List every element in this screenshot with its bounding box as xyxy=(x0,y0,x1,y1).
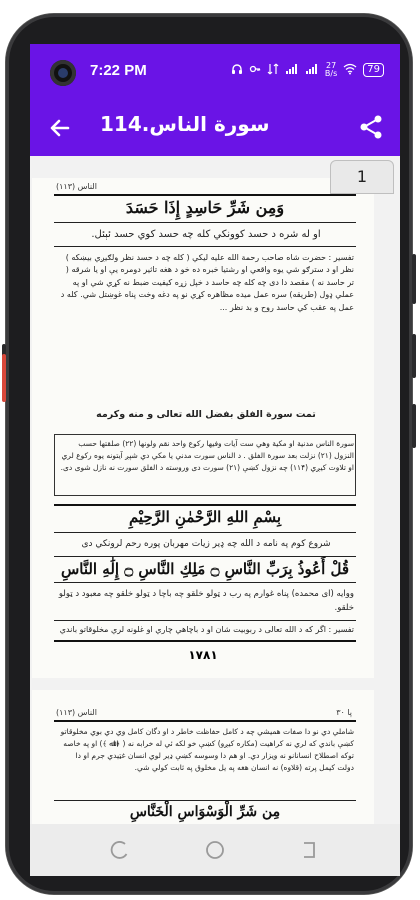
power-button[interactable] xyxy=(2,354,6,402)
front-camera xyxy=(50,60,76,86)
wifi-icon xyxy=(343,63,357,78)
status-time: 7:22 PM xyxy=(90,62,147,79)
share-button[interactable] xyxy=(358,114,384,140)
status-bar xyxy=(30,44,400,100)
divider xyxy=(54,556,356,557)
scanned-page xyxy=(32,178,374,824)
nav-back-button[interactable] xyxy=(296,838,320,862)
page-gap xyxy=(32,678,374,690)
divider xyxy=(54,620,356,621)
status-icons xyxy=(231,62,384,78)
signal-icon xyxy=(305,63,319,78)
verse-two-translation: ووايه (اى محمده) پناه غوارم په رب د ټولو خلقو چه باچا د ټولو خلقو چه معبود د ټولو خلقو. xyxy=(58,589,354,613)
home-button[interactable] xyxy=(203,838,227,862)
divider xyxy=(54,504,356,506)
verse-three: مِن شَرِّ الْوَسْوَاسِ الْخَنَّاسِ xyxy=(129,804,281,820)
verse-heading: وَمِن شَرِّ حَاسِدٍ إِذَا حَسَدَ xyxy=(125,198,285,217)
page-tab[interactable]: 1 xyxy=(330,160,394,194)
back-button[interactable] xyxy=(46,114,74,142)
divider xyxy=(54,194,356,196)
surah-title: 114.سورة الناس xyxy=(100,112,270,136)
intro-text: سورة الناس مدنية او مكية وهي ست آيات وفيها ركوع واحد نقم ولونها (۲۲) صلقتها حسب النزول (۲۱) نزلت بعد سورة الفلق . د الناس سورت مدني يا مكي دي شپږ آيتونه يوه ركوع لري او تلاوت كيږي (۱۱۴) چه نزول كښې (۲۱) سورت دی وروسته د الفلق سورت نه نازل شوی دی. xyxy=(60,439,354,472)
net-speed-value: 27 xyxy=(325,61,337,70)
side-key-3[interactable] xyxy=(412,404,416,448)
nav-back-icon xyxy=(296,838,320,862)
recents-button[interactable] xyxy=(108,838,132,862)
divider xyxy=(54,532,356,533)
arrow-back-icon xyxy=(46,114,74,142)
side-key-1[interactable] xyxy=(412,254,416,304)
bismillah: بِسْمِ اللهِ الرَّحْمٰنِ الرَّحِيْمِ xyxy=(128,508,282,526)
divider xyxy=(54,582,356,583)
divider xyxy=(54,640,356,642)
share-icon xyxy=(358,114,384,140)
home-icon xyxy=(203,838,227,862)
key-icon xyxy=(249,63,261,78)
closing-note: تمت سورة الفلق بفضل الله تعالى و منه وكرمه xyxy=(96,409,316,420)
divider xyxy=(54,720,356,722)
app-bar xyxy=(30,100,400,156)
bismillah-translation: شروع كوم په نامه د الله چه ډير زيات مهربان پوره رحم لرونكي دی xyxy=(81,539,331,549)
page-number: ۱۷۸۱ xyxy=(188,648,218,662)
verse-translation: او له شره د حسد كوونكي كله چه حسد كوي حسد ئېئل. xyxy=(91,229,321,240)
page-header-left-2: الناس (۱۱۳) xyxy=(56,708,97,717)
phone-frame xyxy=(6,14,412,894)
page-viewer[interactable] xyxy=(30,156,400,824)
commentary-text: تفسير : حضرت شاه صاحب رحمة الله عليه ليكي ( كله چه د حسد نظر ولګيږي بيښكه ) نظر او د سترګو شي يوه واقعي او رشتيا خبره ده خو د هغه تاثير دومره يې او يا شرقه ( تر حاسد نه ) مقصد دا دى چه كله چه حاسد د خپل زړه كيفيت ضبط نه كړي شي او په عملي ډول (طريقه) سره عمل ميده مظاهره كړي نو په دغه وخت پناه غوښتل شي. كله د عمل په عقب كي حاسد روح و بد نظر ... xyxy=(60,253,354,312)
side-key-2[interactable] xyxy=(412,334,416,378)
net-speed xyxy=(325,62,337,78)
system-nav-bar xyxy=(30,824,400,876)
divider xyxy=(54,800,356,801)
commentary-two: شاملي دي نو دا صفات هميشي چه د كامل حفاظت خاطر د او دگان كامل وي دي بوي مخلوقاتو كښې باندي كه لري نه كراهيت (مكاره كيږو) كښې خو لكه ئي له خرابه نه ( ﴿اﷲ ﴾) او په خاصه توكه اصطلاح انسانانو نه ويزار دي. او هم دا وسوسه كښې ډير لوي انسان غټيدي جرم او دا دولت كيمل پرته (قلاوه) نه انسان هغه په يل مخلوق په ثابت كولي شي. xyxy=(60,727,354,772)
verse-two: قُلْ أَعُوذُ بِرَبِّ النَّاسِ ۝ مَلِكِ النَّاسِ ۝ إِلَٰهِ النَّاسِ xyxy=(60,560,350,578)
headphones-icon xyxy=(231,63,243,78)
signal-icon xyxy=(285,63,299,78)
page-header-left: الناس (۱۱۳) xyxy=(56,182,97,191)
divider xyxy=(54,246,356,247)
screen xyxy=(30,44,400,876)
volte-icon xyxy=(267,63,279,78)
net-speed-unit: B/s xyxy=(324,69,338,78)
verse-two-commentary: تفسير : اگر كه د الله تعالى د ربوبيت شان او د باچاهي چاري او غلونه لري مخلوقاتو باندي xyxy=(59,625,354,634)
battery-indicator: 79 xyxy=(363,63,384,77)
page-header-right-2: پا ۳۰ xyxy=(336,708,352,717)
recents-icon xyxy=(108,838,132,862)
divider xyxy=(54,222,356,223)
